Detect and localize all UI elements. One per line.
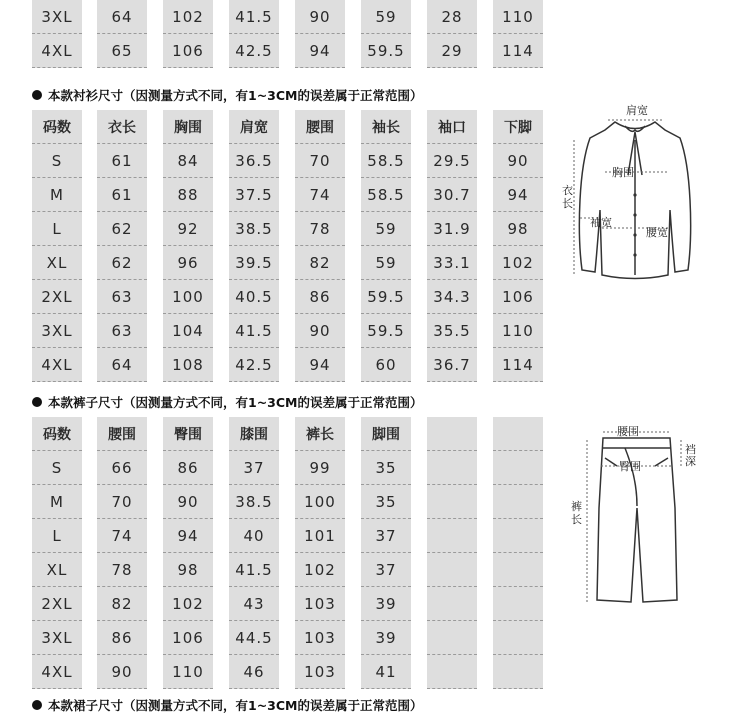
table-cell: XL <box>32 246 82 280</box>
table-cell: 2XL <box>32 587 82 621</box>
table-cell: 94 <box>295 34 345 68</box>
diagram-label-waist: 腰围 <box>617 425 639 438</box>
table-cell: 102 <box>163 587 213 621</box>
table-cell: 37 <box>361 519 411 553</box>
table-cell <box>493 553 543 587</box>
table-cell: 42.5 <box>229 348 279 382</box>
table-cell: 96 <box>163 246 213 280</box>
table-cell: 64 <box>97 348 147 382</box>
table-cell: M <box>32 485 82 519</box>
table-cell: 106 <box>163 34 213 68</box>
table-cell: 78 <box>97 553 147 587</box>
table-cell: M <box>32 178 82 212</box>
table-cell: 59 <box>361 212 411 246</box>
table-cell: 110 <box>493 314 543 348</box>
table-cell: 94 <box>295 348 345 382</box>
table-cell: 74 <box>295 178 345 212</box>
table-cell: 102 <box>493 246 543 280</box>
table-cell: 38.5 <box>229 485 279 519</box>
table-cell: 35 <box>361 451 411 485</box>
diagram-label-shoulder: 肩宽 <box>626 104 648 117</box>
table-cell: 99 <box>295 451 345 485</box>
table-header-cell: 脚围 <box>361 417 411 451</box>
table-cell: 59.5 <box>361 314 411 348</box>
table-cell: 39.5 <box>229 246 279 280</box>
table-cell: 110 <box>163 655 213 689</box>
table-cell: 61 <box>97 178 147 212</box>
table-cell: 103 <box>295 587 345 621</box>
table-cell <box>427 485 477 519</box>
table-cell: 114 <box>493 34 543 68</box>
table-cell: 64 <box>97 0 147 34</box>
table-header-cell: 码数 <box>32 417 82 451</box>
diagram-label-waist: 腰宽 <box>646 226 668 239</box>
table-cell: 90 <box>493 144 543 178</box>
table-header-cell <box>427 417 477 451</box>
table-cell: 98 <box>163 553 213 587</box>
skirt-size-heading: 本款裙子尺寸（因测量方式不同，有1~3CM的误差属于正常范围） <box>32 696 422 714</box>
table-cell <box>427 587 477 621</box>
table-cell: 58.5 <box>361 144 411 178</box>
table-cell: 58.5 <box>361 178 411 212</box>
table-cell: 74 <box>97 519 147 553</box>
table-cell: 29.5 <box>427 144 477 178</box>
diagram-label-rise: 裆深 <box>685 443 696 468</box>
table-cell <box>493 655 543 689</box>
table-cell: 106 <box>163 621 213 655</box>
table-cell: 102 <box>163 0 213 34</box>
table-cell: 28 <box>427 0 477 34</box>
table-cell: 36.5 <box>229 144 279 178</box>
table-cell: 30.7 <box>427 178 477 212</box>
table-cell: 86 <box>97 621 147 655</box>
table-cell: 37 <box>229 451 279 485</box>
table-cell <box>493 451 543 485</box>
shirt-outline-icon <box>560 100 710 290</box>
table-cell: 70 <box>295 144 345 178</box>
diagram-label-chest: 胸围 <box>612 166 634 179</box>
table-cell: 35.5 <box>427 314 477 348</box>
table-cell: 3XL <box>32 314 82 348</box>
table-cell: S <box>32 451 82 485</box>
table-cell <box>493 621 543 655</box>
table-cell: 41 <box>361 655 411 689</box>
table-header-cell: 臀围 <box>163 417 213 451</box>
table-cell: 33.1 <box>427 246 477 280</box>
table-cell: 90 <box>295 0 345 34</box>
table-cell: 39 <box>361 621 411 655</box>
table-cell: 104 <box>163 314 213 348</box>
table-cell: 110 <box>493 0 543 34</box>
pants-size-heading: 本款裤子尺寸（因测量方式不同，有1~3CM的误差属于正常范围） <box>32 393 422 411</box>
table-cell: 39 <box>361 587 411 621</box>
table-cell: L <box>32 519 82 553</box>
table-cell: 66 <box>97 451 147 485</box>
table-header-cell: 裤长 <box>295 417 345 451</box>
pants-diagram <box>565 418 705 613</box>
table-cell: 40 <box>229 519 279 553</box>
table-cell: 41.5 <box>229 553 279 587</box>
table-header-cell: 码数 <box>32 110 82 144</box>
table-cell: 38.5 <box>229 212 279 246</box>
table-cell: 2XL <box>32 280 82 314</box>
table-cell: 41.5 <box>229 314 279 348</box>
diagram-label-hip: 臀围 <box>619 460 641 473</box>
table-cell: 70 <box>97 485 147 519</box>
table-cell: 37.5 <box>229 178 279 212</box>
table-cell: 101 <box>295 519 345 553</box>
table-header-cell: 腰围 <box>295 110 345 144</box>
table-cell: 34.3 <box>427 280 477 314</box>
table-cell: 102 <box>295 553 345 587</box>
table-header-cell: 下脚 <box>493 110 543 144</box>
table-header-cell: 衣长 <box>97 110 147 144</box>
table-cell: 94 <box>493 178 543 212</box>
table-cell: 65 <box>97 34 147 68</box>
table-cell: 94 <box>163 519 213 553</box>
table-cell: 106 <box>493 280 543 314</box>
table-cell: 90 <box>97 655 147 689</box>
table-cell: 98 <box>493 212 543 246</box>
table-cell: 4XL <box>32 348 82 382</box>
table-cell: 4XL <box>32 34 82 68</box>
table-header-cell: 胸围 <box>163 110 213 144</box>
table-cell: 90 <box>295 314 345 348</box>
table-cell: 62 <box>97 246 147 280</box>
table-header-cell: 肩宽 <box>229 110 279 144</box>
table-cell: 41.5 <box>229 0 279 34</box>
table-cell <box>493 587 543 621</box>
table-header-cell: 腰围 <box>97 417 147 451</box>
table-cell <box>427 655 477 689</box>
table-cell: 90 <box>163 485 213 519</box>
table-cell: 44.5 <box>229 621 279 655</box>
table-cell: 29 <box>427 34 477 68</box>
table-cell: 37 <box>361 553 411 587</box>
table-header-cell: 膝围 <box>229 417 279 451</box>
table-cell: 40.5 <box>229 280 279 314</box>
table-cell: 63 <box>97 280 147 314</box>
diagram-label-length: 衣长 <box>562 184 573 210</box>
table-header-cell: 袖长 <box>361 110 411 144</box>
table-cell: 60 <box>361 348 411 382</box>
table-cell: 100 <box>163 280 213 314</box>
table-cell: 3XL <box>32 0 82 34</box>
table-cell: 59.5 <box>361 34 411 68</box>
bullet-icon <box>32 90 42 100</box>
table-header-cell <box>493 417 543 451</box>
table-cell: 42.5 <box>229 34 279 68</box>
table-cell: 61 <box>97 144 147 178</box>
diagram-label-sleeve: 袖宽 <box>590 216 612 229</box>
table-cell: 114 <box>493 348 543 382</box>
table-cell: 100 <box>295 485 345 519</box>
table-cell <box>427 553 477 587</box>
table-cell: 78 <box>295 212 345 246</box>
table-cell: 84 <box>163 144 213 178</box>
table-cell <box>493 519 543 553</box>
table-cell: 4XL <box>32 655 82 689</box>
table-cell: 36.7 <box>427 348 477 382</box>
table-cell: 103 <box>295 621 345 655</box>
table-cell: L <box>32 212 82 246</box>
table-cell: 3XL <box>32 621 82 655</box>
table-cell: 35 <box>361 485 411 519</box>
shirt-diagram <box>560 100 710 290</box>
table-cell <box>427 451 477 485</box>
table-cell: 82 <box>295 246 345 280</box>
table-cell <box>427 519 477 553</box>
shirt-size-heading: 本款衬衫尺寸（因测量方式不同，有1~3CM的误差属于正常范围） <box>32 86 422 104</box>
table-cell: 82 <box>97 587 147 621</box>
table-cell: 43 <box>229 587 279 621</box>
table-cell: 88 <box>163 178 213 212</box>
table-cell <box>427 621 477 655</box>
table-cell: 92 <box>163 212 213 246</box>
table-cell: 59 <box>361 246 411 280</box>
table-header-cell: 袖口 <box>427 110 477 144</box>
table-cell: 59.5 <box>361 280 411 314</box>
bullet-icon <box>32 397 42 407</box>
table-cell: 59 <box>361 0 411 34</box>
table-cell: XL <box>32 553 82 587</box>
pants-outline-icon <box>565 418 705 613</box>
table-cell: 108 <box>163 348 213 382</box>
table-cell: 31.9 <box>427 212 477 246</box>
table-cell: S <box>32 144 82 178</box>
table-cell <box>493 485 543 519</box>
table-cell: 103 <box>295 655 345 689</box>
table-cell: 46 <box>229 655 279 689</box>
table-cell: 86 <box>295 280 345 314</box>
table-cell: 62 <box>97 212 147 246</box>
table-cell: 63 <box>97 314 147 348</box>
diagram-label-length: 裤长 <box>571 500 582 526</box>
table-cell: 86 <box>163 451 213 485</box>
